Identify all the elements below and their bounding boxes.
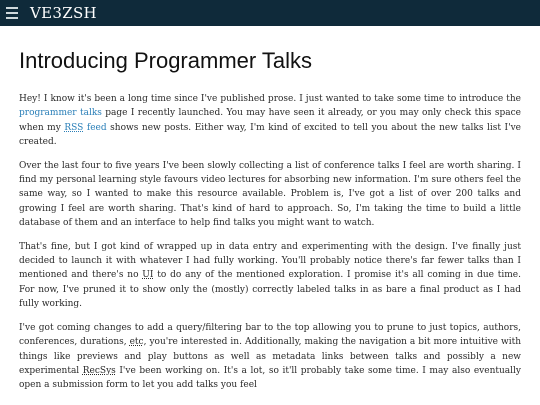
programmer-talks-link[interactable]: programmer talks — [19, 108, 102, 119]
paragraph-text: Hey! I know it's been a long time since I've published prose. I just wanted to take some time to introduce the — [19, 94, 521, 104]
site-title-link[interactable]: VE3ZSH — [30, 4, 97, 22]
paragraph-text: I've been working on. It's a lot, so it'll probably take some time. I may also eventually open a submission form to let you add talks you feel — [19, 365, 521, 391]
paragraph-text: page I recently launched. You may have seen it already, or you may only check this space when my — [19, 108, 521, 133]
paragraph-launch — [19, 240, 521, 312]
rss-abbreviation: RSS — [64, 122, 84, 133]
article-title: Introducing Programmer Talks — [19, 48, 313, 73]
recsys-abbreviation: RecSys — [82, 365, 116, 376]
paragraph-plans — [19, 321, 521, 393]
paragraph-text: to do any of the mentioned exploration. I promise it's all coming in due time. For now, I've pruned it to show only the (mostly) correctly labeled talks in as bare a final product as I had fully working. — [19, 270, 521, 310]
paragraph-text: I've got coming changes to add a query/filtering bar to the top allowing you to prune to just topics, authors, conferences, durations, — [19, 322, 521, 348]
paragraph-intro — [19, 92, 521, 150]
site-header — [0, 0, 540, 26]
etc-abbreviation: etc — [129, 337, 144, 348]
paragraph-text: That's fine, but I got kind of wrapped up in data entry and experimenting with the design. I've finally just decided to launch it with whatever I had fully working. You'll probably notice there's far fewer talks than I mentioned and there's no — [19, 241, 521, 281]
hamburger-menu-icon[interactable] — [6, 7, 18, 19]
feed-link-label: feed — [86, 122, 107, 133]
paragraph-text: shows new posts. Either way, I'm kind of excited to tell you about the new talks list I've created. — [19, 122, 521, 148]
article — [0, 26, 540, 393]
rss-feed-link[interactable] — [64, 123, 106, 133]
paragraph-text: , you're interested in. Additionally, making the navigation a bit more intuitive with things like previews and play buttons as well as metadata links between talks and possibly a new experimental — [19, 337, 521, 376]
paragraph-collection: Over the last four to five years I've been slowly collecting a list of conference talks I feel are worth sharing. I find my personal learning style favours video lectures for absorbing new information. I'm sure others feel the same way, so I wanted to make this resource available. Problem is, I've got a list of over 200 talks and growing I feel are worth sharing. That's kind of hard to approach. So, I'm taking the time to build a little database of them and an interface to help find talks you might want to watch. — [19, 160, 521, 229]
ui-abbreviation: UI — [142, 270, 154, 281]
